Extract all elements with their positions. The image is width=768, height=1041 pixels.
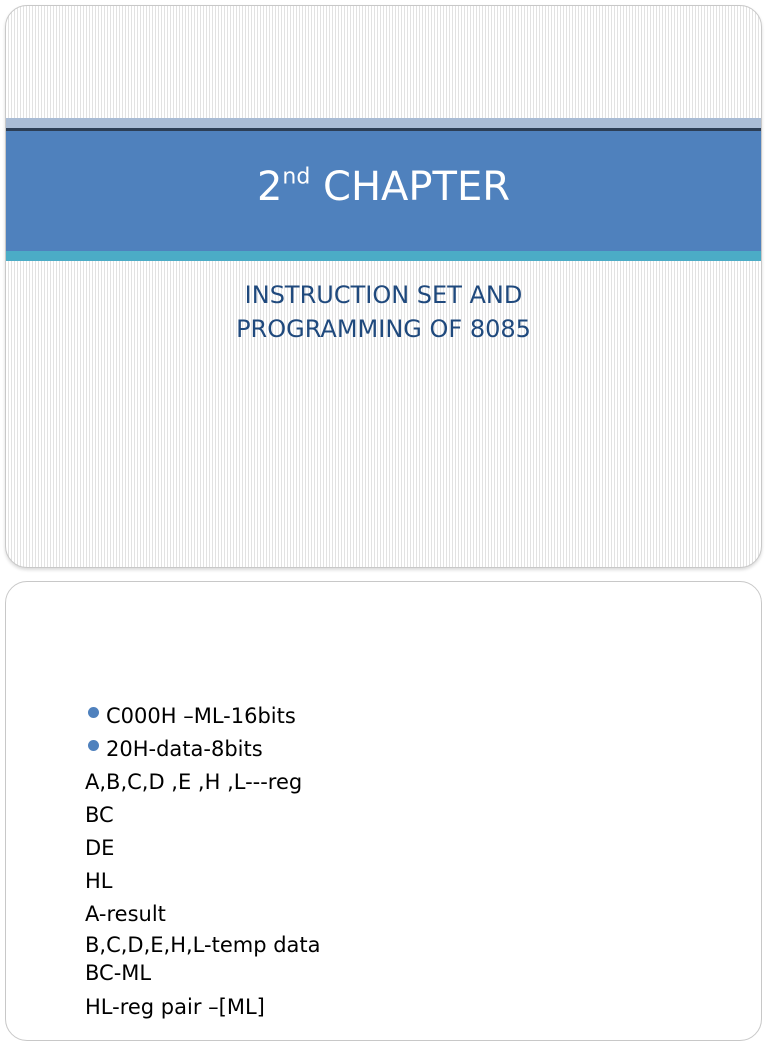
list-item bbox=[85, 987, 321, 1022]
teal-accent-band bbox=[6, 251, 761, 261]
subtitle-line-1: INSTRUCTION SET AND bbox=[244, 281, 523, 309]
content-slide bbox=[5, 581, 762, 1041]
slide-title bbox=[256, 164, 511, 210]
title-ordinal-suffix: nd bbox=[282, 164, 311, 190]
list-item bbox=[85, 898, 321, 931]
list-item bbox=[85, 865, 321, 898]
list-item-text: DE bbox=[85, 836, 115, 860]
list-item-text: 20H-data-8bits bbox=[106, 737, 263, 761]
list-item-text: A-result bbox=[85, 902, 166, 926]
title-word: CHAPTER bbox=[323, 164, 511, 210]
title-number: 2 bbox=[256, 164, 283, 210]
list-item bbox=[85, 700, 321, 733]
list-item bbox=[85, 931, 321, 959]
list-item-text: BC-ML bbox=[85, 961, 152, 985]
list-item-text: B,C,D,E,H,L-temp data bbox=[85, 933, 321, 957]
list-item bbox=[85, 799, 321, 832]
list-item-text: BC bbox=[85, 803, 114, 827]
list-item-text: C000H –ML-16bits bbox=[106, 704, 296, 728]
bullet-dot-icon bbox=[88, 707, 99, 718]
content-list bbox=[85, 700, 321, 1022]
list-item-text: HL-reg pair –[ML] bbox=[85, 995, 265, 1019]
slide-subtitle bbox=[6, 278, 761, 346]
list-item bbox=[85, 959, 321, 987]
list-item bbox=[85, 832, 321, 865]
list-item-text: HL bbox=[85, 869, 113, 893]
title-slide bbox=[5, 5, 762, 568]
top-accent-band bbox=[6, 118, 761, 128]
list-item bbox=[85, 733, 321, 766]
list-item-text: A,B,C,D ,E ,H ,L---reg bbox=[85, 770, 303, 794]
bullet-dot-icon bbox=[88, 740, 99, 751]
subtitle-line-2: PROGRAMMING OF 8085 bbox=[236, 315, 531, 343]
list-item bbox=[85, 766, 321, 799]
title-bar bbox=[6, 131, 761, 251]
